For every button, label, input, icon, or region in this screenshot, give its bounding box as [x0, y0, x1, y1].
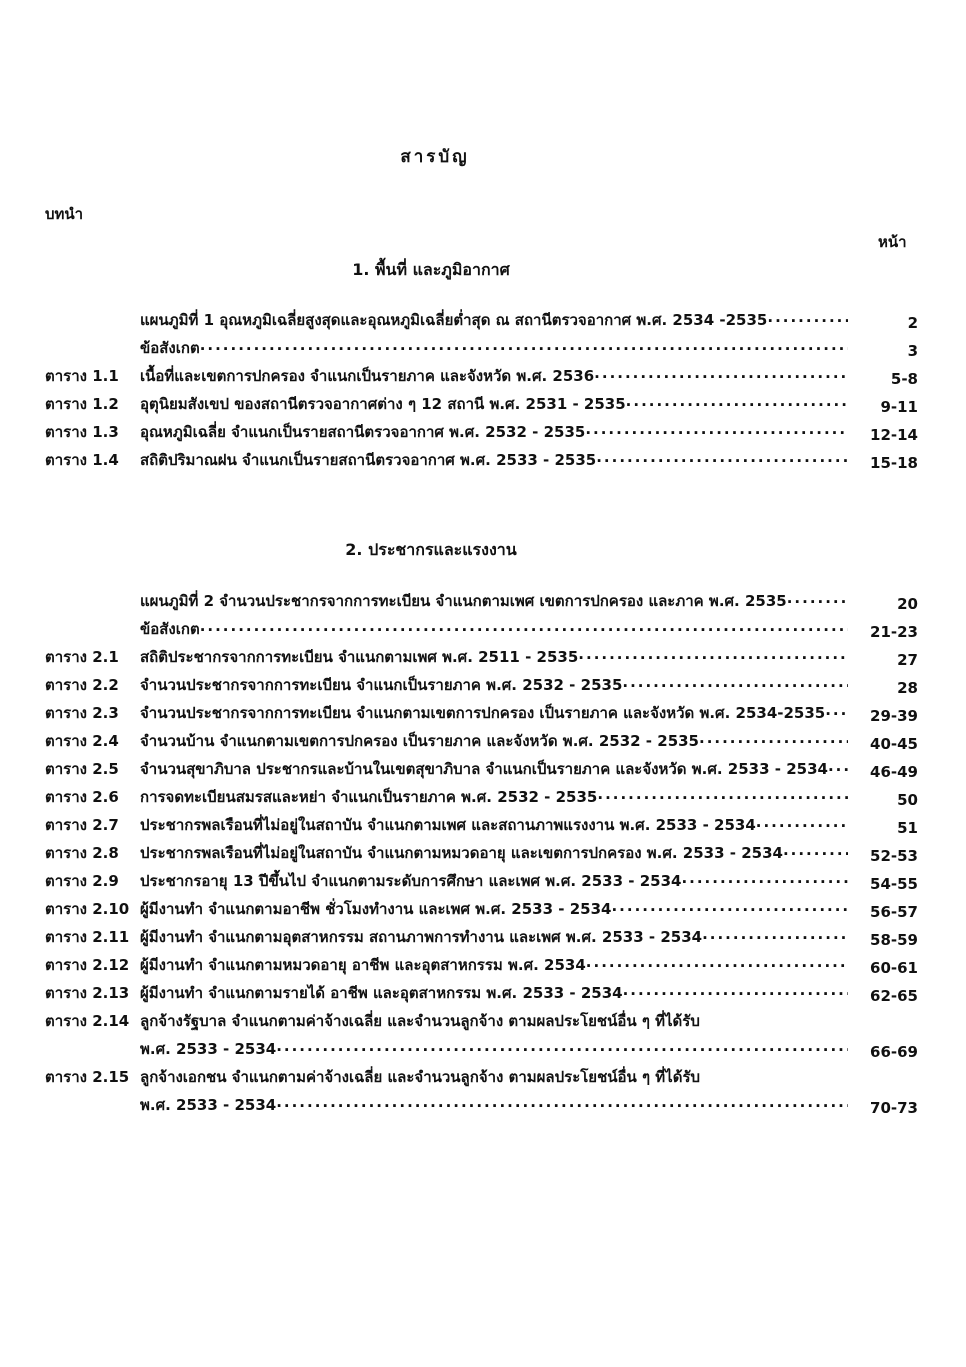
- entry-label: ตาราง 1.1: [45, 367, 119, 385]
- dot-leader: [787, 589, 848, 613]
- dot-leader: [596, 448, 848, 472]
- page-column-header: หน้า: [878, 233, 907, 251]
- entry-page: 54-55: [870, 875, 918, 893]
- entry-label: ตาราง 2.9: [45, 872, 119, 890]
- entry-page: 20: [897, 595, 918, 613]
- entry-text-wrap: [140, 336, 848, 360]
- toc-entry: [45, 955, 918, 977]
- entry-text: ลูกจ้างเอกชน จำแนกตามค่าจ้างเฉลี่ย และจำนวนลูกจ้าง ตามผลประโยชน์อื่น ๆ ที่ได้รับ: [140, 1068, 701, 1086]
- toc-entry: [45, 394, 918, 416]
- entry-label: ตาราง 2.12: [45, 956, 130, 974]
- dot-leader: [597, 785, 848, 809]
- dot-leader: [626, 392, 848, 416]
- entry-text: จำนวนประชากรจากการทะเบียน จำแนกเป็นรายภาค พ.ศ. 2532 - 2535: [140, 676, 623, 694]
- entry-text-wrap: [140, 869, 848, 893]
- entry-page: 12-14: [870, 426, 918, 444]
- entry-page: 51: [897, 819, 918, 837]
- entry-text-wrap: [140, 364, 848, 388]
- entry-text: จำนวนบ้าน จำแนกตามเขตการปกครอง เป็นรายภาค และจังหวัด พ.ศ. 2532 - 2535: [140, 732, 699, 750]
- entry-text-wrap: [140, 673, 848, 697]
- entry-text: ประชากรพลเรือนที่ไม่อยู่ในสถาบัน จำแนกตามหมวดอายุ และเขตการปกครอง พ.ศ. 2533 - 2534: [140, 844, 783, 862]
- dot-leader: [611, 897, 848, 921]
- entry-text-wrap: [140, 617, 848, 641]
- dot-leader: [585, 420, 848, 444]
- entry-page: 46-49: [870, 763, 918, 781]
- entry-page: 9-11: [880, 398, 918, 416]
- dot-leader: [623, 981, 848, 1005]
- entry-text-wrap: [140, 785, 848, 809]
- entry-page: 3: [907, 342, 918, 360]
- entry-label: ตาราง 2.7: [45, 816, 119, 834]
- entry-label: ตาราง 2.14: [45, 1012, 130, 1030]
- toc-entry: [45, 927, 918, 949]
- toc-entry: [45, 619, 918, 641]
- toc-entry-continuation: [45, 1039, 918, 1061]
- toc-entry: [45, 983, 918, 1005]
- entry-label: ตาราง 2.5: [45, 760, 119, 778]
- entry-text-wrap: [140, 813, 848, 837]
- entry-text: ผู้มีงานทำ จำแนกตามรายได้ อาชีพ และอุตสาหกรรม พ.ศ. 2533 - 2534: [140, 984, 623, 1002]
- entry-text-wrap: [140, 1065, 848, 1089]
- entry-text: ข้อสังเกต: [140, 620, 200, 638]
- entry-page: 50: [897, 791, 918, 809]
- entry-text: แผนภูมิที่ 1 อุณหภูมิเฉลี่ยสูงสุดและอุณหภูมิเฉลี่ยต่ำสุด ณ สถานีตรวจอากาศ พ.ศ. 2534 -2535: [140, 311, 768, 329]
- toc-entry: [45, 422, 918, 444]
- toc-entry: [45, 1067, 918, 1089]
- entry-text: จำนวนสุขาภิบาล ประชากรและบ้านในเขตสุขาภิบาล จำแนกเป็นรายภาค และจังหวัด พ.ศ. 2533 - 2534: [140, 760, 828, 778]
- dot-leader: [276, 1037, 848, 1061]
- toc-entry: [45, 703, 918, 725]
- toc-entry: [45, 871, 918, 893]
- entry-page: 28: [897, 679, 918, 697]
- toc-entry: [45, 366, 918, 388]
- toc-entry: [45, 843, 918, 865]
- entry-text: อุตุนิยมสังเขป ของสถานีตรวจอากาศต่าง ๆ 12 สถานี พ.ศ. 2531 - 2535: [140, 395, 626, 413]
- entry-text: ข้อสังเกต: [140, 339, 200, 357]
- entry-text-wrap: [140, 308, 848, 332]
- entry-text-wrap: [140, 448, 848, 472]
- dot-leader: [756, 813, 848, 837]
- entry-text-wrap: [140, 392, 848, 416]
- entry-label: ตาราง 1.3: [45, 423, 119, 441]
- dot-leader: [594, 364, 848, 388]
- entry-text: ลูกจ้างรัฐบาล จำแนกตามค่าจ้างเฉลี่ย และจำนวนลูกจ้าง ตามผลประโยชน์อื่น ๆ ที่ได้รับ: [140, 1012, 700, 1030]
- entry-page: 21-23: [870, 623, 918, 641]
- dot-leader: [828, 757, 848, 781]
- dot-leader: [825, 701, 848, 725]
- dot-leader: [767, 308, 848, 332]
- entry-page: 70-73: [870, 1099, 918, 1117]
- toc-entry: [45, 759, 918, 781]
- entry-page: 29-39: [870, 707, 918, 725]
- entry-text: ผู้มีงานทำ จำแนกตามอุตสาหกรรม สถานภาพการทำงาน และเพศ พ.ศ. 2533 - 2534: [140, 928, 703, 946]
- entry-text-wrap: [140, 925, 848, 949]
- dot-leader: [200, 617, 848, 641]
- toc-entry-continuation: [45, 1095, 918, 1117]
- entry-text: ประชากรอายุ 13 ปีขึ้นไป จำแนกตามระดับการศึกษา และเพศ พ.ศ. 2533 - 2534: [140, 872, 682, 890]
- entry-page: 15-18: [870, 454, 918, 472]
- entry-text: สถิติประชากรจากการทะเบียน จำแนกตามเพศ พ.ศ. 2511 - 2535: [140, 648, 579, 666]
- entry-page: 62-65: [870, 987, 918, 1005]
- entry-label: ตาราง 2.8: [45, 844, 119, 862]
- toc-entry: [45, 899, 918, 921]
- dot-leader: [200, 336, 848, 360]
- entry-text-wrap: [140, 701, 848, 725]
- entry-label: ตาราง 2.6: [45, 788, 119, 806]
- dot-leader: [276, 1093, 848, 1117]
- dot-leader: [622, 673, 848, 697]
- dot-leader: [681, 869, 848, 893]
- toc-entry: [45, 591, 918, 613]
- entry-text-wrap: [140, 1037, 848, 1061]
- entry-text: พ.ศ. 2533 - 2534: [140, 1096, 277, 1114]
- dot-leader: [699, 729, 848, 753]
- entry-text-wrap: [140, 953, 848, 977]
- toc-entry: [45, 310, 918, 332]
- entry-page: 52-53: [870, 847, 918, 865]
- toc-entry: [45, 647, 918, 669]
- entry-page: 27: [897, 651, 918, 669]
- entry-label: ตาราง 2.15: [45, 1068, 130, 1086]
- entry-label: ตาราง 2.13: [45, 984, 130, 1002]
- entry-text-wrap: [140, 589, 848, 613]
- toc-entry: [45, 815, 918, 837]
- entry-text: เนื้อที่และเขตการปกครอง จำแนกเป็นรายภาค และจังหวัด พ.ศ. 2536: [140, 367, 595, 385]
- section-heading: 2. ประชากรและแรงงาน: [345, 540, 517, 559]
- entry-text-wrap: [140, 1009, 848, 1033]
- entry-label: ตาราง 1.2: [45, 395, 119, 413]
- entry-text-wrap: [140, 1093, 848, 1117]
- dot-leader: [783, 841, 848, 865]
- entry-label: ตาราง 2.10: [45, 900, 130, 918]
- toc-entry: [45, 787, 918, 809]
- entry-text-wrap: [140, 981, 848, 1005]
- entry-text: พ.ศ. 2533 - 2534: [140, 1040, 277, 1058]
- entry-text-wrap: [140, 729, 848, 753]
- toc-entry: [45, 731, 918, 753]
- entry-text-wrap: [140, 841, 848, 865]
- entry-text: อุณหภูมิเฉลี่ย จำแนกเป็นรายสถานีตรวจอากาศ พ.ศ. 2532 - 2535: [140, 423, 586, 441]
- entry-text-wrap: [140, 897, 848, 921]
- toc-entry: [45, 675, 918, 697]
- entry-text: ประชากรพลเรือนที่ไม่อยู่ในสถาบัน จำแนกตามเพศ และสถานภาพแรงงาน พ.ศ. 2533 - 2534: [140, 816, 756, 834]
- intro-link: บทนำ: [45, 205, 84, 223]
- dot-leader: [578, 645, 848, 669]
- entry-label: ตาราง 1.4: [45, 451, 119, 469]
- entry-label: ตาราง 2.3: [45, 704, 119, 722]
- toc-entry: [45, 450, 918, 472]
- entry-label: ตาราง 2.1: [45, 648, 119, 666]
- dot-leader: [702, 925, 848, 949]
- entry-page: 40-45: [870, 735, 918, 753]
- entry-page: 60-61: [870, 959, 918, 977]
- entry-page: 5-8: [890, 370, 918, 388]
- entry-text: สถิติปริมาณฝน จำแนกเป็นรายสถานีตรวจอากาศ พ.ศ. 2533 - 2535: [140, 451, 597, 469]
- entry-text: ผู้มีงานทำ จำแนกตามหมวดอายุ อาชีพ และอุตสาหกรรม พ.ศ. 2534: [140, 956, 586, 974]
- entry-text-wrap: [140, 420, 848, 444]
- section-heading: 1. พื้นที่ และภูมิอากาศ: [352, 260, 510, 279]
- dot-leader: [586, 953, 848, 977]
- entry-text: จำนวนประชากรจากการทะเบียน จำแนกตามเขตการปกครอง เป็นรายภาค และจังหวัด พ.ศ. 2534-2535: [140, 704, 826, 722]
- entry-label: ตาราง 2.2: [45, 676, 119, 694]
- entry-text: แผนภูมิที่ 2 จำนวนประชากรจากการทะเบียน จำแนกตามเพศ เขตการปกครอง และภาค พ.ศ. 2535: [140, 592, 787, 610]
- entry-text: ผู้มีงานทำ จำแนกตามอาชีพ ชั่วโมงทำงาน และเพศ พ.ศ. 2533 - 2534: [140, 900, 612, 918]
- entry-page: 58-59: [870, 931, 918, 949]
- entry-page: 66-69: [870, 1043, 918, 1061]
- entry-text-wrap: [140, 757, 848, 781]
- toc-entry: [45, 1011, 918, 1033]
- entry-text-wrap: [140, 645, 848, 669]
- toc-entry: [45, 338, 918, 360]
- entry-page: 56-57: [870, 903, 918, 921]
- entry-page: 2: [907, 314, 918, 332]
- page-title: สารบัญ: [400, 147, 470, 167]
- entry-label: ตาราง 2.4: [45, 732, 119, 750]
- entry-label: ตาราง 2.11: [45, 928, 130, 946]
- entry-text: การจดทะเบียนสมรสและหย่า จำแนกเป็นรายภาค พ.ศ. 2532 - 2535: [140, 788, 598, 806]
